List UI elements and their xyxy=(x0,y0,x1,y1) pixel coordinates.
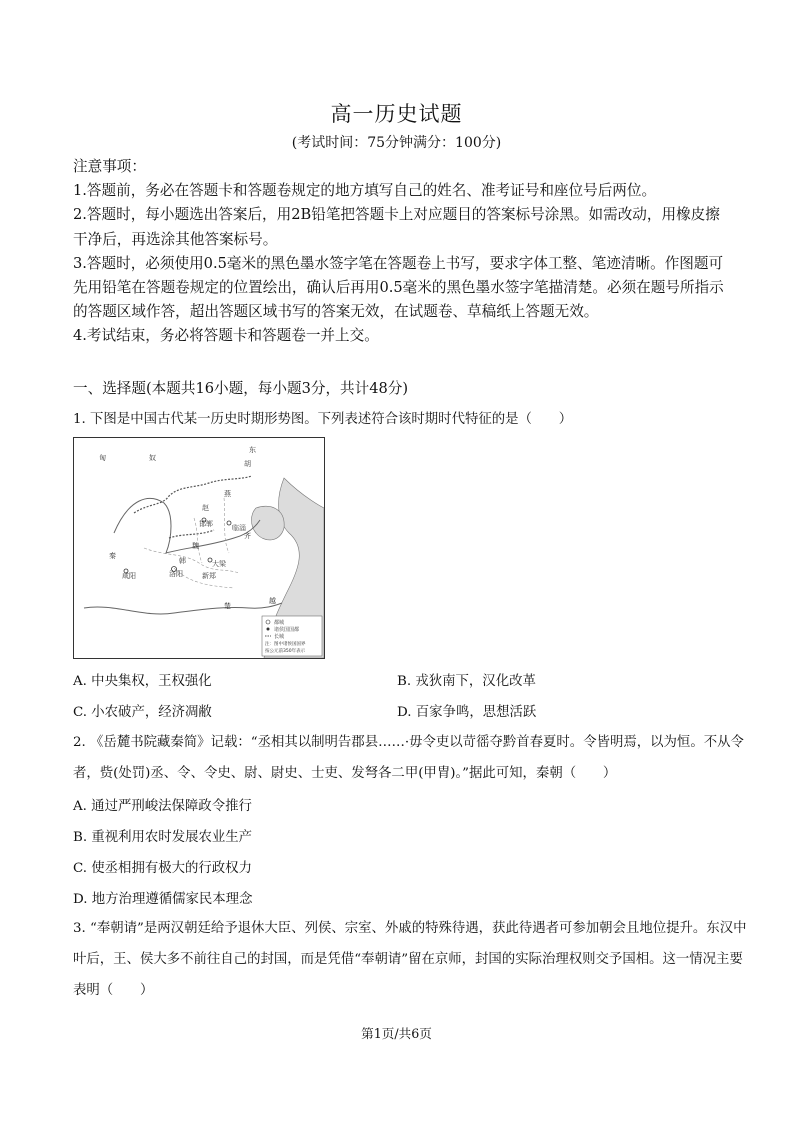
map-label: 咸阳 xyxy=(122,572,136,580)
question-2-stem: 2. 《岳麓书院藏秦简》记载：“丞相其以制明告郡县……·毋令吏以苛徭夺黔首春夏时。令皆明焉，以为恒。不从令者，赀(处罚)丞、令、令史、尉、尉史、士吏、发弩各二甲(甲胄)。”据此可知，秦朝（ ） xyxy=(73,735,744,781)
section-heading: 一、选择题(本题共16小题，每小题3分，共计48分) xyxy=(73,380,409,397)
map-label: 楚 xyxy=(224,602,231,610)
question-2-option-a[interactable]: A. 通过严刑峻法保障政令推行 xyxy=(73,799,252,814)
question-1-stem: 1. 下图是中国古代某一历史时期形势图。下列表述符合该时期时代特征的是（ ） xyxy=(73,412,573,427)
great-wall-south xyxy=(169,530,214,538)
historical-map xyxy=(73,437,325,659)
question-1-option-b[interactable]: B. 戎狄南下，汉化改革 xyxy=(397,674,536,689)
map-label: 秦 xyxy=(109,552,116,560)
question-2-option-b[interactable]: B. 重视利用农时发展农业生产 xyxy=(73,830,253,845)
legend-label: 都城 xyxy=(274,620,285,626)
map-label: 胡 xyxy=(244,460,251,468)
page-title: 高一历史试题 xyxy=(330,102,463,126)
map-label: 魏 xyxy=(192,542,199,550)
question-1-option-d[interactable]: D. 百家争鸣，思想活跃 xyxy=(397,705,537,720)
question-2-option-c[interactable]: C. 使丞相拥有极大的行政权力 xyxy=(73,861,252,876)
map-label: 赵 xyxy=(202,504,209,512)
question-1-option-a[interactable]: A. 中央集权，王权强化 xyxy=(73,674,212,689)
map-label: 齐 xyxy=(244,532,251,540)
notes-heading: 注意事项： xyxy=(73,158,146,175)
map-label: 新郑 xyxy=(202,572,216,580)
yangtze-river xyxy=(84,603,282,614)
map-label: 奴 xyxy=(149,454,156,462)
map-label: 邯郸 xyxy=(199,520,213,528)
question-1-option-c[interactable]: C. 小农破产，经济凋敝 xyxy=(73,705,212,720)
map-label: 洛阳 xyxy=(169,570,183,578)
map-label: 大梁 xyxy=(212,560,226,568)
legend-label: 长城 xyxy=(274,634,285,640)
legend-label: 按公元前350年表示 xyxy=(265,649,306,654)
map-svg xyxy=(74,438,324,658)
capital-marker xyxy=(227,521,231,525)
map-label: 越 xyxy=(269,597,276,605)
question-2-option-d[interactable]: D. 地方治理遵循儒家民本理念 xyxy=(73,892,253,907)
map-label: 东 xyxy=(249,446,256,454)
great-wall xyxy=(134,476,252,513)
page-footer: 第1页/共6页 xyxy=(361,1026,432,1041)
note-item: 4.考试结束，务必将答题卡和答题卷一并上交。 xyxy=(73,327,379,345)
note-item: 3.答题时，必须使用0.5毫米的黑色墨水签字笔在答题卷上书写，要求字体工整、笔迹清晰。作图题可先用铅笔在答题卷规定的位置绘出，确认后再用0.5毫米的黑色墨水签字笔描清楚。必须在题号所指示的答题区域作答，超出答题区域书写的答案无效，在试题卷、草稿纸上答题无效。 xyxy=(73,254,724,321)
legend-label: 注：图中诸侯国国界 xyxy=(265,642,306,647)
map-label: 韩 xyxy=(179,557,186,565)
bohai-sea xyxy=(252,506,285,540)
question-3-stem: 3. “奉朝请”是两汉朝廷给予退休大臣、列侯、宗室、外戚的特殊待遇，获此待遇者可参加朝会且地位提升。东汉中叶后，王、侯大多不前往自己的封国，而是凭借“奉朝请”留在京师，封国的实际治理权则交予国相。这一情况主要表明（ ） xyxy=(73,921,747,998)
note-item: 2.答题时，每小题选出答案后，用2B铅笔把答题卡上对应题目的答案标号涂黑。如需改动，用橡皮擦干净后，再选涂其他答案标号。 xyxy=(73,206,720,248)
map-label: 临淄 xyxy=(232,524,246,532)
notes-block xyxy=(73,155,733,349)
note-item: 1.答题前，务必在答题卡和答题卷规定的地方填写自己的姓名、准考证号和座位号后两位。 xyxy=(73,182,657,200)
page-subtitle: (考试时间：75分钟满分：100分) xyxy=(291,135,502,151)
map-label: 燕 xyxy=(224,490,231,498)
legend-state-capital-icon xyxy=(267,628,270,631)
legend-label: 诸侯国国都 xyxy=(274,627,300,633)
map-label: 匈 xyxy=(99,454,106,462)
